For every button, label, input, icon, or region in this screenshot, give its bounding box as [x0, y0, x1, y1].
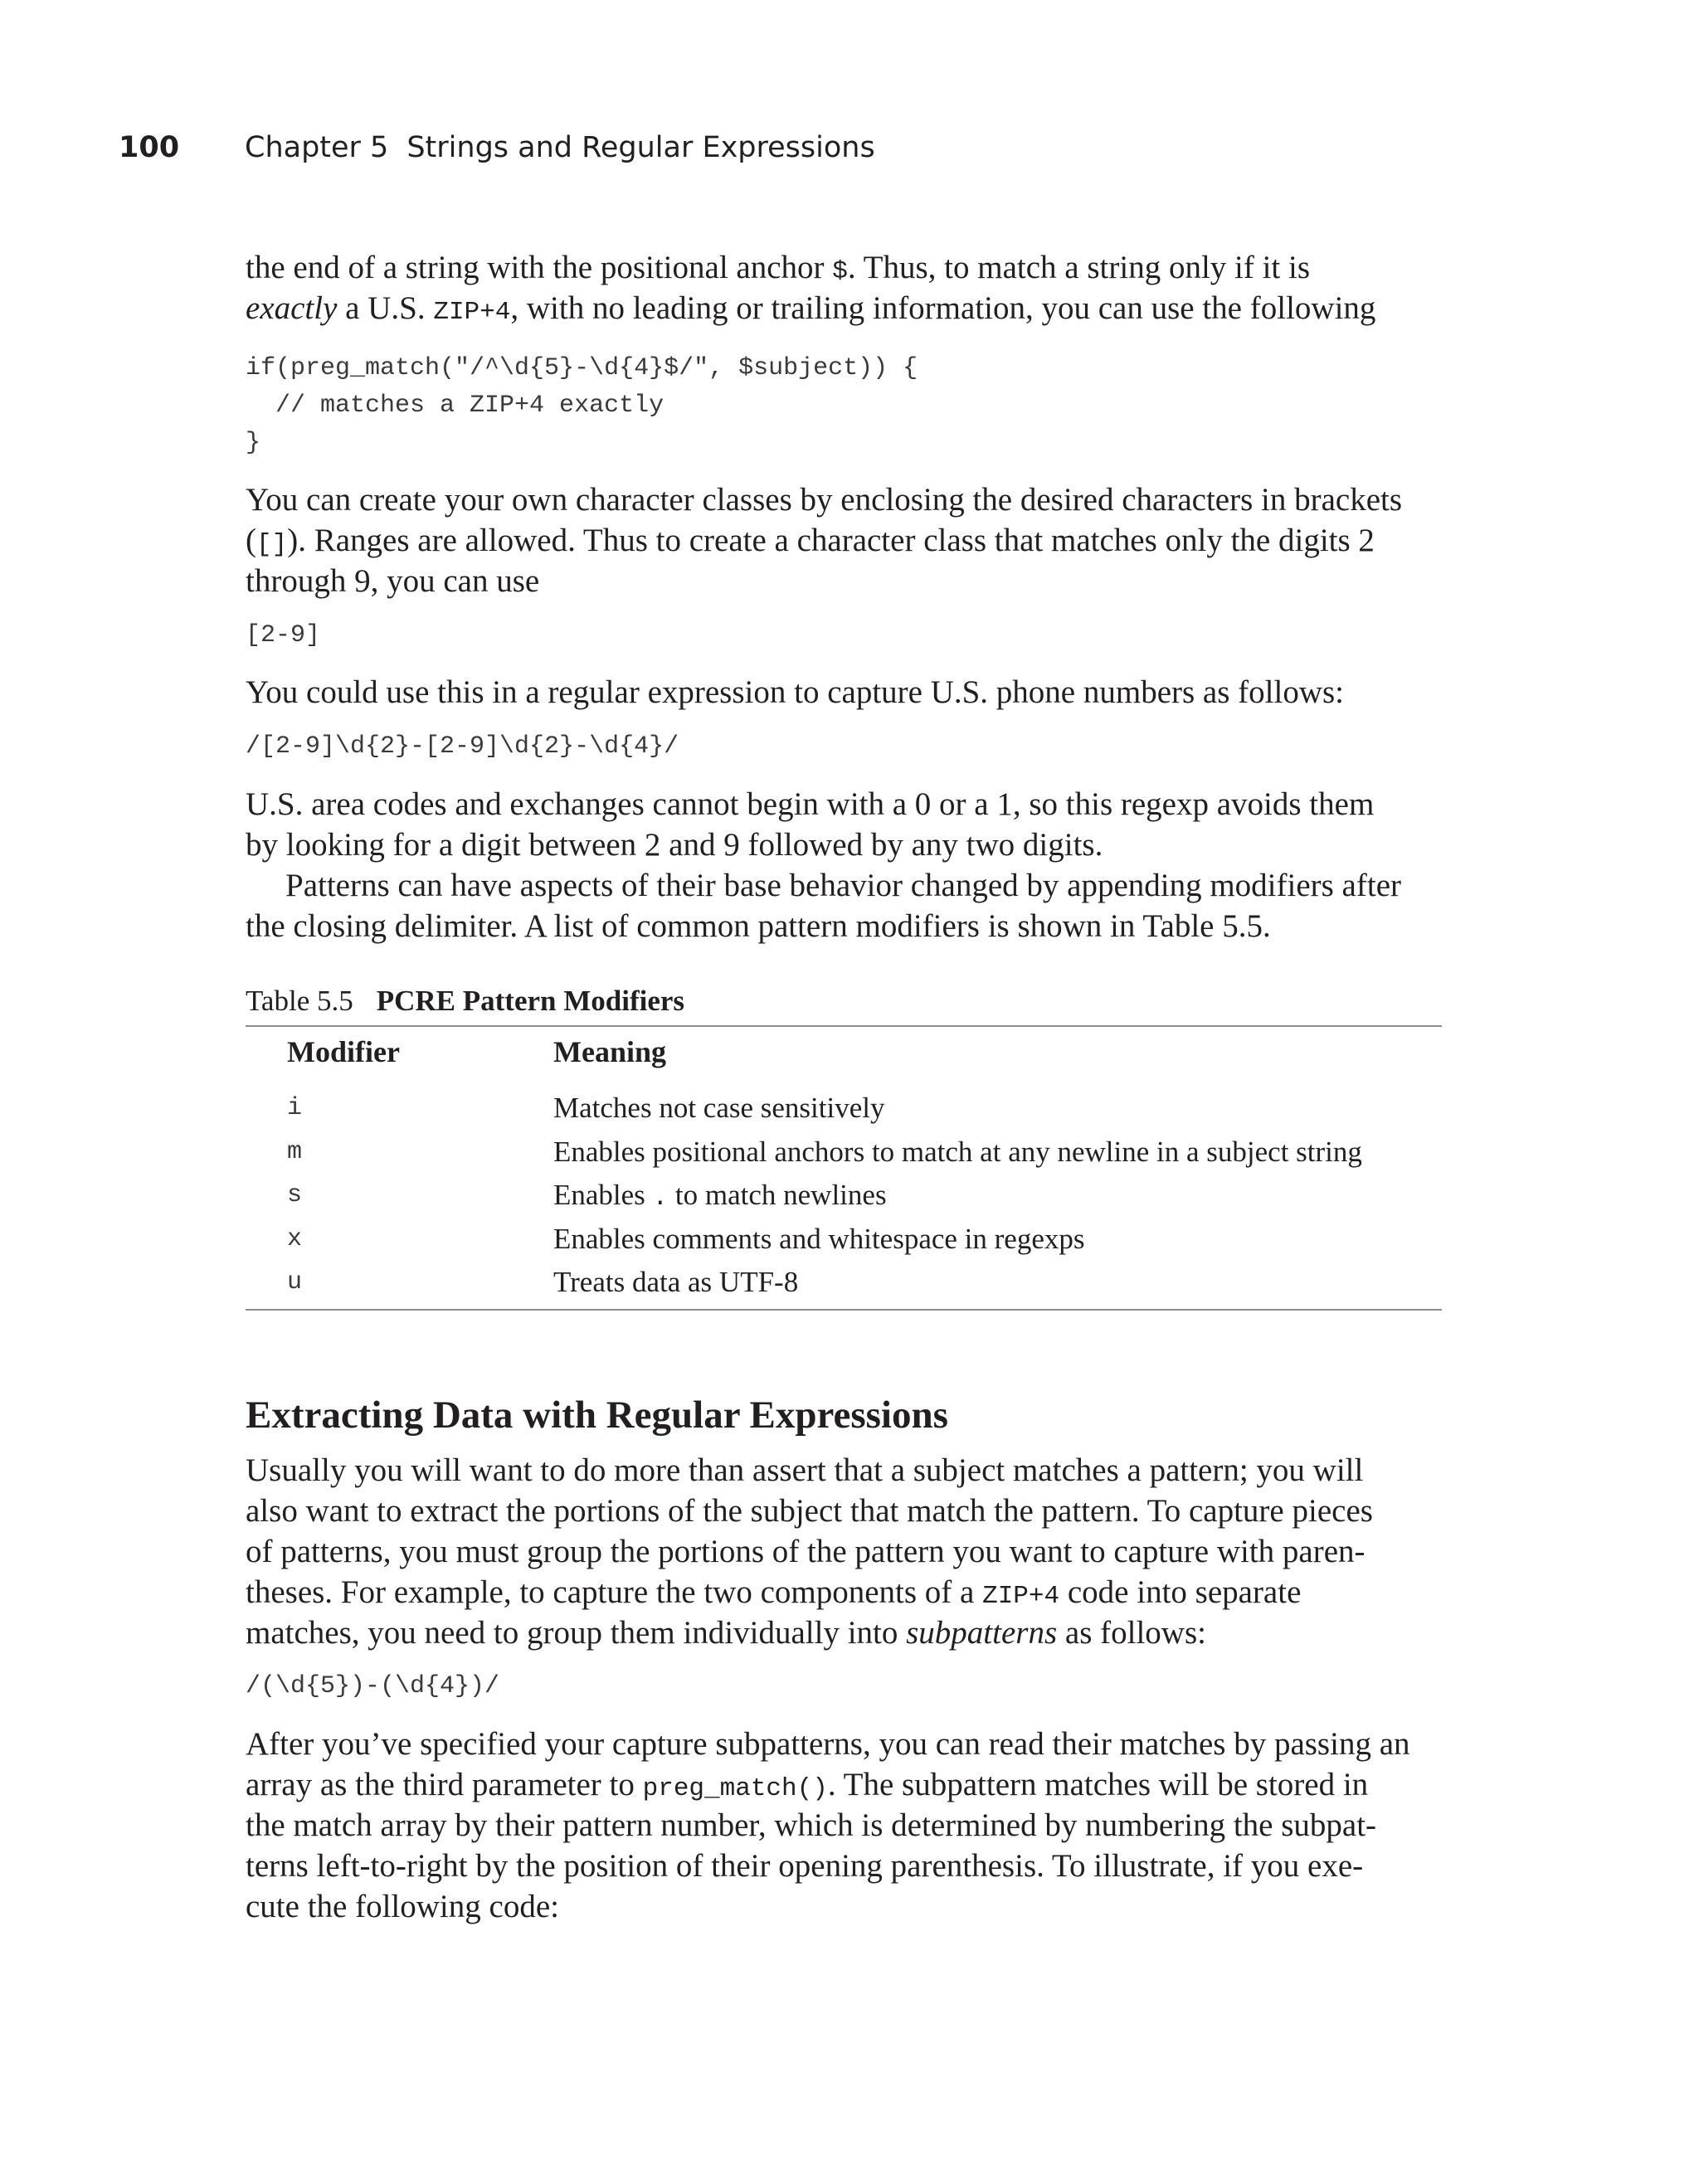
table-label: Table 5.5	[246, 985, 353, 1017]
section-heading: Extracting Data with Regular Expressions	[246, 1394, 948, 1437]
paragraph-line: also want to extract the portions of the subject that match the pattern. To capture pieces	[246, 1493, 1373, 1529]
italic-text: subpatterns	[906, 1615, 1058, 1651]
chapter-title: Strings and Regular Expressions	[406, 131, 875, 164]
chapter-label: Chapter 5	[245, 131, 389, 164]
paragraph-line: U.S. area codes and exchanges cannot begin with a 0 or a 1, so this regexp avoids them	[246, 786, 1375, 822]
text: the end of a string with the positional anchor	[246, 250, 833, 285]
table-caption	[246, 980, 684, 1021]
meaning-cell: Matches not case sensitively	[553, 1092, 885, 1124]
code-line: // matches a ZIP+4 exactly	[246, 392, 665, 420]
paragraph-line: You can create your own character classes by enclosing the desired characters in brackets	[246, 482, 1403, 518]
code-line: [2-9]	[246, 621, 321, 649]
paragraph-line	[246, 520, 1375, 565]
code-line: if(preg_match("/^\d{5}-\d{4}$/", $subject)) {	[246, 354, 918, 382]
text: a U.S.	[337, 290, 434, 326]
paragraph-line	[246, 1612, 1206, 1653]
inline-code: ZIP+4	[433, 298, 511, 327]
meaning-cell	[553, 1179, 887, 1215]
text: , with no leading or trailing information, you can use the following	[510, 290, 1376, 326]
code-line: }	[246, 429, 261, 457]
paragraph-line: by looking for a digit between 2 and 9 followed by any two digits.	[246, 827, 1103, 863]
table-top-rule	[246, 1025, 1442, 1027]
meaning-cell: Treats data as UTF-8	[553, 1266, 799, 1298]
text: . Thus, to match a string only if it is	[847, 250, 1311, 285]
text: matches, you need to group them individually into	[246, 1615, 907, 1651]
inline-code: .	[652, 1184, 669, 1213]
text: as follows:	[1057, 1615, 1206, 1651]
table-header-modifier: Modifier	[287, 1035, 400, 1068]
paragraph-line: through 9, you can use	[246, 563, 540, 599]
paragraph-line	[246, 1572, 1301, 1617]
inline-code: preg_match()	[642, 1774, 828, 1803]
paragraph-line	[246, 1764, 1368, 1809]
modifier-cell: x	[287, 1225, 303, 1253]
text: code into separate	[1059, 1574, 1302, 1610]
paragraph-line: cute the following code:	[246, 1889, 559, 1924]
modifier-cell: i	[287, 1094, 303, 1122]
meaning-cell: Enables comments and whitespace in regexps	[553, 1223, 1085, 1255]
table-header-meaning: Meaning	[553, 1035, 667, 1068]
paragraph-line: Patterns can have aspects of their base behavior changed by appending modifiers after	[285, 868, 1401, 903]
text: . The subpattern matches will be stored in	[827, 1767, 1369, 1802]
text: Enables	[553, 1179, 653, 1211]
paragraph-line: You could use this in a regular expression to capture U.S. phone numbers as follows:	[246, 674, 1345, 710]
text: ). Ranges are allowed. Thus to create a character class that matches only the digits 2	[287, 523, 1375, 558]
code-line: /[2-9]\d{2}-[2-9]\d{2}-\d{4}/	[246, 732, 679, 761]
modifier-cell: m	[287, 1138, 303, 1166]
paragraph-line	[246, 247, 1310, 292]
code-line: /(\d{5})-(\d{4})/	[246, 1672, 500, 1700]
paragraph-line: Usually you will want to do more than assert that a subject matches a pattern; you will	[246, 1452, 1364, 1488]
inline-code: ZIP+4	[982, 1582, 1060, 1611]
meaning-cell: Enables positional anchors to match at any newline in a subject string	[553, 1136, 1362, 1168]
paragraph-line: the match array by their pattern number, which is determined by numbering the subpat-	[246, 1807, 1377, 1843]
paragraph-line	[246, 288, 1375, 333]
modifier-cell: s	[287, 1181, 303, 1209]
table-bottom-rule	[246, 1309, 1442, 1311]
italic-text: exactly	[246, 290, 338, 326]
inline-code: []	[256, 530, 288, 559]
running-head	[119, 131, 875, 164]
paragraph-line: terns left-to-right by the position of their opening parenthesis. To illustrate, if you exe-	[246, 1848, 1364, 1884]
modifier-cell: u	[287, 1268, 303, 1296]
text: to match newlines	[668, 1179, 887, 1211]
paragraph-line: After you’ve specified your capture subpatterns, you can read their matches by passing an	[246, 1726, 1410, 1762]
text: array as the third parameter to	[246, 1767, 643, 1802]
paragraph-line: of patterns, you must group the portions of the pattern you want to capture with paren-	[246, 1534, 1366, 1569]
inline-code: $	[832, 257, 848, 286]
text: (	[246, 523, 256, 558]
table-title: PCRE Pattern Modifiers	[376, 985, 685, 1017]
text: theses. For example, to capture the two components of a	[246, 1574, 983, 1610]
paragraph-line: the closing delimiter. A list of common pattern modifiers is shown in Table 5.5.	[246, 908, 1271, 944]
page-number: 100	[119, 131, 180, 164]
